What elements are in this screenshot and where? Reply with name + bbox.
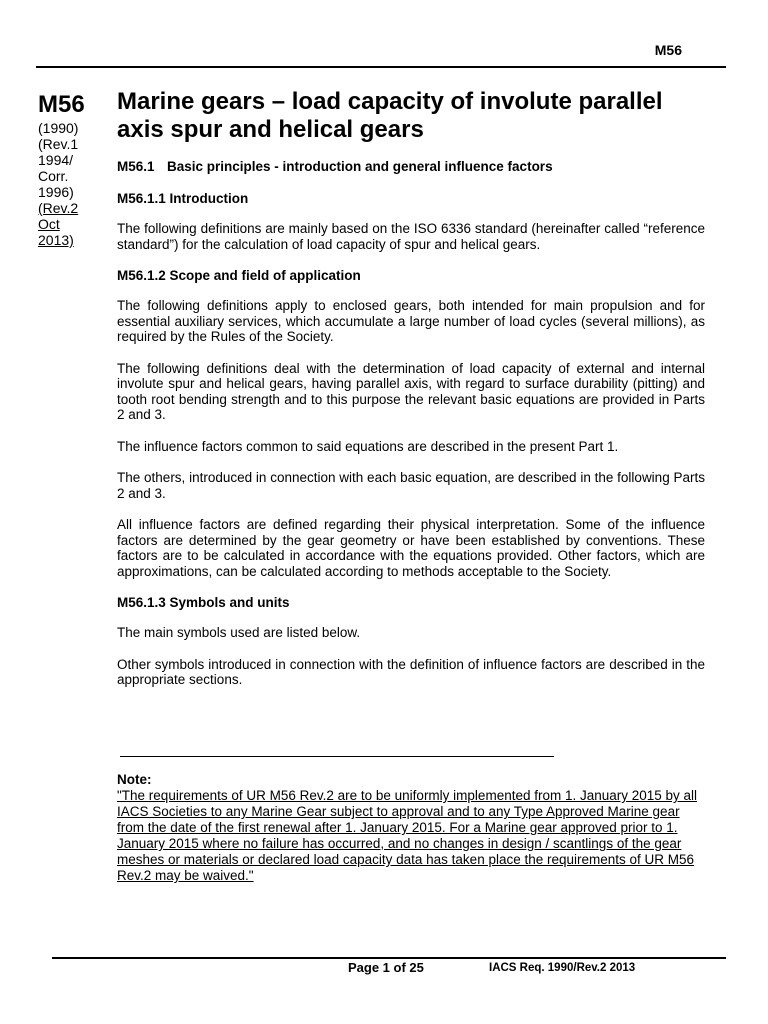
footer-rule xyxy=(52,957,726,959)
footnote xyxy=(117,772,707,884)
paragraph: Other symbols introduced in connection with the definition of influence factors are described in the appropriate sections. xyxy=(117,656,705,687)
revision-line: Oct xyxy=(38,216,60,232)
subsection-heading: M56.1.2 Scope and field of application xyxy=(117,268,361,283)
subsection-heading: M56.1.1 Introduction xyxy=(117,191,249,206)
paragraph: All influence factors are defined regarding their physical interpretation. Some of the influence factors are determined by the gear geometry or have been established by conventions. These factors are to be calculated in accordance with the equations provided. Other factors, which are approximations, can be calculated according to methods acceptable to the Society. xyxy=(117,517,705,579)
paragraph: The influence factors common to said equations are described in the present Part 1. xyxy=(117,438,619,454)
revision-line: 2013) xyxy=(38,232,74,248)
history-line: 1996) xyxy=(38,184,74,200)
paragraph: The others, introduced in connection with each basic equation, are described in the following Parts 2 and 3. xyxy=(117,470,705,501)
paragraph: The following definitions are mainly based on the ISO 6336 standard (hereinafter called “reference standard”) for the calculation of load capacity of spur and helical gears. xyxy=(117,221,705,252)
history-line: (1990) xyxy=(38,120,79,136)
note-text: "The requirements of UR M56 Rev.2 are to be uniformly implemented from 1. January 2015 by all IACS Societies to any Marine Gear subject to approval and to any Type Approved Marine gear from the date of the first renewal after 1. January 2015. For a Marine gear approved prior to 1. January 2015 where no failure has occurred, and no changes in design / scantlings of the gear meshes or materials or declared load capacity data has taken place the requirements of UR M56 Rev.2 may be waived." xyxy=(117,788,698,883)
header-rule xyxy=(36,66,726,68)
paragraph: The main symbols used are listed below. xyxy=(117,625,361,640)
footer-reference: IACS Req. 1990/Rev.2 2013 xyxy=(489,962,636,974)
paragraph: The following definitions deal with the determination of load capacity of external and internal involute spur and helical gears, having parallel axis, with regard to surface durability (pitting) and tooth root bending strength and to this purpose the relevant basic equations are provided in Parts 2 and 3. xyxy=(117,360,705,422)
sidebar xyxy=(38,90,100,248)
footnote-rule xyxy=(120,756,554,757)
page-title: Marine gears – load capacity of involute parallel axis spur and helical gears xyxy=(117,88,663,143)
history-line: Corr. xyxy=(38,168,69,184)
header-code: M56 xyxy=(654,42,682,58)
sidebar-code: M56 xyxy=(38,91,85,118)
main-content xyxy=(117,88,705,704)
history-line: 1994/ xyxy=(38,152,74,168)
section-heading xyxy=(117,159,705,175)
section-number: M56.1 xyxy=(117,159,155,174)
paragraph: The following definitions apply to enclosed gears, both intended for main propulsion and for essential auxiliary services, which accumulate a large number of load cycles (several millions), as required by the Rules of the Society. xyxy=(117,298,705,344)
note-label: Note: xyxy=(117,772,152,787)
revision-line: (Rev.2 xyxy=(38,200,79,216)
section-title: Basic principles - introduction and general influence factors xyxy=(167,159,553,174)
subsection-heading: M56.1.3 Symbols and units xyxy=(117,595,290,610)
page-number: Page 1 of 25 xyxy=(348,960,424,975)
history-line: (Rev.1 xyxy=(38,136,79,152)
